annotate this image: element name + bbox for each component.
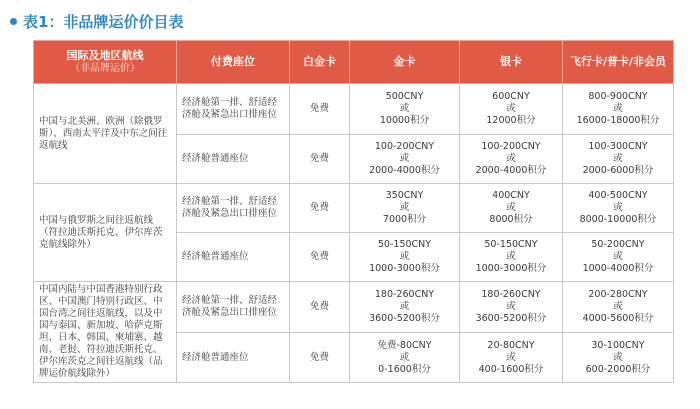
flyer-cell: 30-100CNY 或 600-2000积分 [563, 333, 674, 383]
header-platinum: 白金卡 [290, 41, 350, 84]
seat-cell: 经济舱第一排、舒适经济舱及紧急出口排座位 [177, 282, 290, 333]
header-route [34, 41, 177, 84]
table-title [10, 8, 183, 34]
silver-cell: 100-200CNY 或 2000-4000积分 [460, 135, 563, 184]
flyer-cell: 400-500CNY 或 8000-10000积分 [563, 184, 674, 233]
platinum-cell: 免费 [290, 184, 350, 233]
table-title-text: 表1：非品牌运价价目表 [23, 12, 184, 31]
seat-cell: 经济舱普通座位 [177, 135, 290, 184]
platinum-cell: 免费 [290, 282, 350, 333]
header-route-label: 国际及地区航线 [66, 48, 144, 62]
table-row [34, 282, 674, 333]
route-cell: 中国与俄罗斯之间往返航线（符拉迪沃斯托克、伊尔库茨克航线除外） [34, 184, 177, 282]
table-row [34, 84, 674, 135]
silver-cell: 180-260CNY 或 3600-5200积分 [460, 282, 563, 333]
header-route-sub: （非品牌运价） [70, 62, 140, 74]
seat-cell: 经济舱普通座位 [177, 333, 290, 383]
flyer-cell: 200-280CNY 或 4000-5600积分 [563, 282, 674, 333]
header-flyer: 飞行卡/普卡/非会员 [563, 41, 674, 84]
header-seat: 付费座位 [177, 41, 290, 84]
platinum-cell: 免费 [290, 233, 350, 282]
platinum-cell: 免费 [290, 135, 350, 184]
gold-cell: 350CNY 或 7000积分 [350, 184, 460, 233]
platinum-cell: 免费 [290, 333, 350, 383]
header-gold: 金卡 [350, 41, 460, 84]
gold-cell: 50-150CNY 或 1000-3000积分 [350, 233, 460, 282]
route-cell: 中国内陆与中国香港特别行政区、中国澳门特别行政区、中国台湾之间往返航线，以及中国与泰国、新加坡、哈萨克斯坦、日本、韩国、柬埔寨、越南、老挝、符拉迪沃斯托克、伊尔库茨克之间往返航线（品牌运价航线除外） [34, 282, 177, 383]
gold-cell: 免费-80CNY 或 0-1600积分 [350, 333, 460, 383]
flyer-cell: 50-200CNY 或 1000-4000积分 [563, 233, 674, 282]
gold-cell: 180-260CNY 或 3600-5200积分 [350, 282, 460, 333]
header-row [34, 41, 674, 84]
silver-cell: 400CNY 或 8000积分 [460, 184, 563, 233]
header-silver: 银卡 [460, 41, 563, 84]
seat-cell: 经济舱第一排、舒适经济舱及紧急出口排座位 [177, 84, 290, 135]
flyer-cell: 100-300CNY 或 2000-6000积分 [563, 135, 674, 184]
silver-cell: 600CNY 或 12000积分 [460, 84, 563, 135]
table-row [34, 184, 674, 233]
silver-cell: 50-150CNY 或 1000-3000积分 [460, 233, 563, 282]
seat-cell: 经济舱第一排、舒适经济舱及紧急出口排座位 [177, 184, 290, 233]
gold-cell: 100-200CNY 或 2000-4000积分 [350, 135, 460, 184]
fare-table [33, 40, 674, 383]
platinum-cell: 免费 [290, 84, 350, 135]
bullet-dot-icon [10, 18, 17, 25]
silver-cell: 20-80CNY 或 400-1600积分 [460, 333, 563, 383]
flyer-cell: 800-900CNY 或 16000-18000积分 [563, 84, 674, 135]
gold-cell: 500CNY 或 10000积分 [350, 84, 460, 135]
seat-cell: 经济舱普通座位 [177, 233, 290, 282]
route-cell: 中国与北美洲、欧洲（除俄罗斯）、西南太平洋及中东之间往返航线 [34, 84, 177, 184]
